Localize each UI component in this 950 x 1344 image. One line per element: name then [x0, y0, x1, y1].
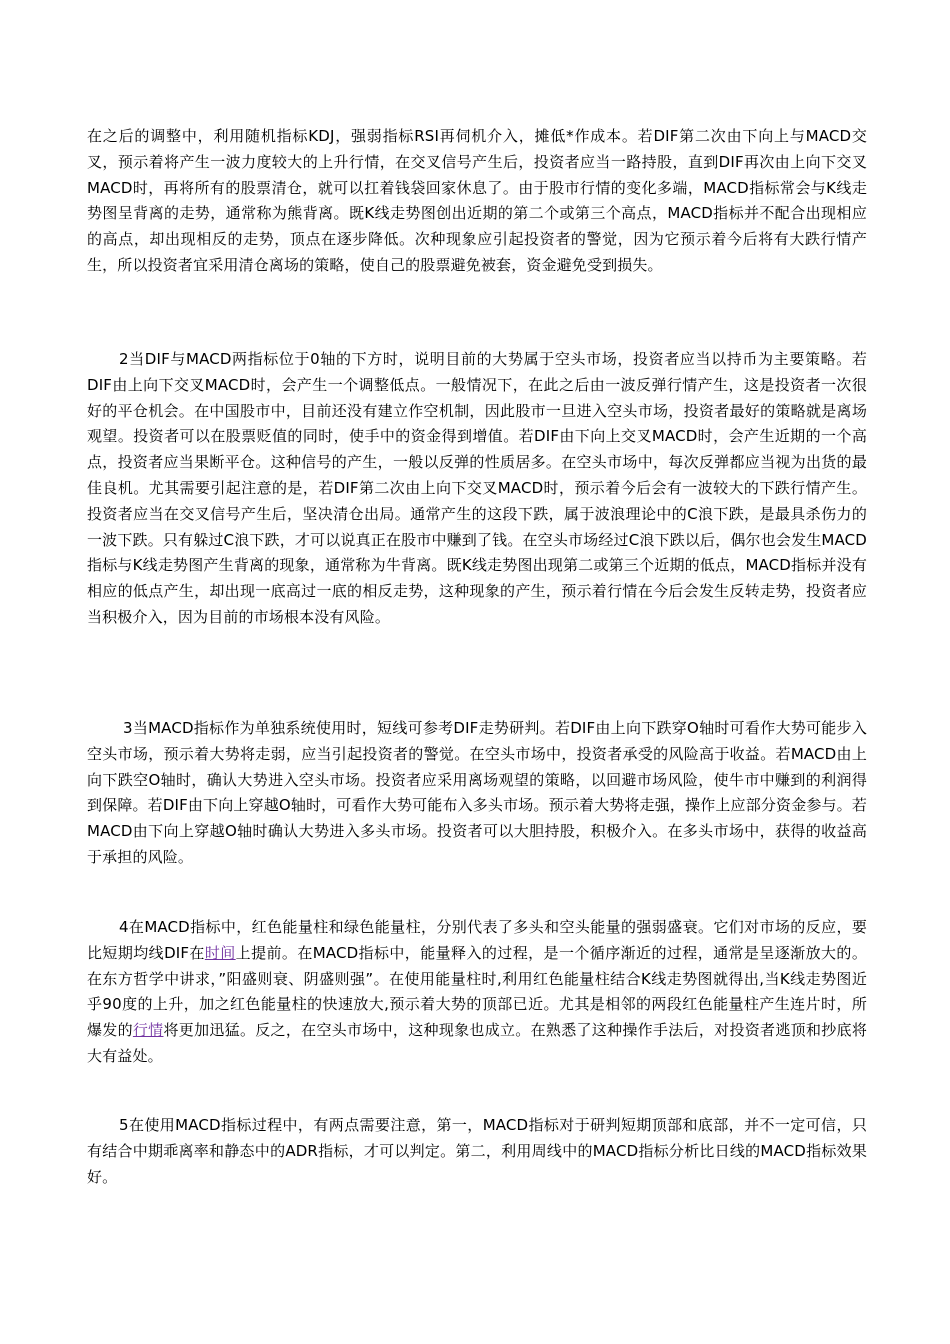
link-market[interactable]: 行情	[132, 1021, 164, 1040]
link-time[interactable]: 时间	[204, 943, 236, 962]
paragraph-4-text-a: 4在MACD指标中，红色能量柱和绿色能量柱，分别代表了多头和空头能量的强弱盛衰。它们对市场的反应，要比短期均线DIF在	[87, 918, 867, 962]
paragraph-3-single-system: 3当MACD指标作为单独系统使用时，短线可参考DIF走势研判。若DIF由上向下跌穿O轴时可看作大势可能步入空头市场，预示着大势将走弱，应当引起投资者的警觉。在空头市场中，投资者承受的风险高于收益。若MACD由上向下跌空O轴时，确认大势进入空头市场。投资者应采用离场观望的策略，以回避市场风险，使牛市中赚到的利润得到保障。若DIF由下向上穿越O轴时，可看作大势可能布入多头市场。预示着大势将走强，操作上应部分资金参与。若MACD由下向上穿越O轴时确认大势进入多头市场。投资者可以大胆持股，积极介入。在多头市场中，获得的收益高于承担的风险。	[87, 719, 867, 866]
paragraph-4-text-c: 将更加迅猛。反之，在空头市场中，这种现象也成立。在熟悉了这种操作手法后，对投资者逃顶和抄底将大有益处。	[87, 1021, 867, 1065]
paragraph-continuation: 在之后的调整中，利用随机指标KDJ，强弱指标RSI再伺机介入，摊低*作成本。若DIF第二次由下向上与MACD交叉，预示着将产生一波力度较大的上升行情，在交叉信号产生后，投资者应当一路持股，直到DIF再次由上向下交叉MACD时，再将所有的股票清仓，就可以扛着钱袋回家休息了。由于股市行情的变化多端，MACD指标常会与K线走势图呈背离的走势，通常称为熊背离。既K线走势图创出近期的第二个或第三个高点，MACD指标并不配合出现相应的高点，却出现相反的走势，顶点在逐步降低。次种现象应引起投资者的警觉，因为它预示着今后将有大跌行情产生，所以投资者宜采用清仓离场的策略，使自己的股票避免被套，资金避免受到损失。	[87, 127, 867, 274]
paragraph-5-notes: 5在使用MACD指标过程中，有两点需要注意，第一，MACD指标对于研判短期顶部和底部，并不一定可信，只有结合中期乖离率和静态中的ADR指标，才可以判定。第二，利用周线中的MACD指标分析比日线的MACD指标效果好。	[87, 1116, 867, 1186]
paragraph-2-bear-market: 2当DIF与MACD两指标位于0轴的下方时，说明目前的大势属于空头市场，投资者应当以持币为主要策略。若DIF由上向下交叉MACD时，会产生一个调整低点。一般情况下，在此之后由一波反弹行情产生，这是投资者一次很好的平仓机会。在中国股市中，目前还没有建立作空机制，因此股市一旦进入空头市场，投资者最好的策略就是离场观望。投资者可以在股票贬值的同时，使手中的资金得到增值。若DIF由下向上交叉MACD时，会产生近期的一个高点，投资者应当果断平仓。这种信号的产生，一般以反弹的性质居多。在空头市场中，每次反弹都应当视为出货的最佳良机。尤其需要引起注意的是，若DIF第二次由上向下交叉MACD时，预示着今后会有一波较大的下跌行情产生。投资者应当在交叉信号产生后，坚决清仓出局。通常产生的这段下跌，属于波浪理论中的C浪下跌，是最具杀伤力的一波下跌。只有躲过C浪下跌，才可以说真正在股市中赚到了钱。在空头市场经过C浪下跌以后，偶尔也会发生MACD指标与K线走势图产生背离的现象，通常称为牛背离。既K线走势图出现第二或第三个近期的低点，MACD指标并没有相应的低点产生，却出现一底高过一底的相反走势，这种现象的产生，预示着行情在今后会发生反转走势，投资者应当积极介入，因为目前的市场根本没有风险。	[87, 350, 867, 626]
paragraph-4-text-b: 上提前。在MACD指标中，能量释入的过程，是一个循序渐近的过程，通常是呈逐渐放大的。在东方哲学中讲求，”阳盛则衰、阴盛则强”。在使用能量柱时,利用红色能量柱结合K线走势图就得出,当K线走势图近乎90度的上升，加之红色能量柱的快速放大,预示着大势的顶部已近。尤其是相邻的两段红色能量柱产生连片时，所爆发的	[87, 943, 867, 1040]
paragraph-4-energy-bars	[87, 915, 867, 1070]
